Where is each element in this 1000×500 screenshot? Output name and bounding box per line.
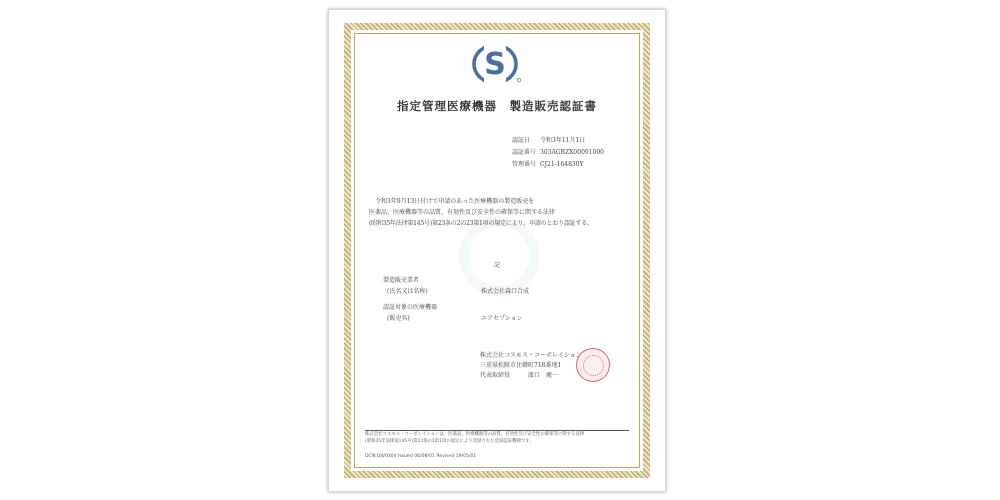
certificate-document	[328, 9, 666, 492]
footer-line-2: (昭和35年法律第145号)第23条の2第1項の規定により登録された登録認証機関です。	[365, 438, 534, 444]
footer-divider	[365, 430, 629, 431]
body-line: 医薬品、医療機器等の品質、有効性及び安全性の確保等に関する法律	[369, 209, 556, 216]
certificate-body	[369, 197, 639, 229]
device-label: 認証対象の医療機器	[383, 304, 438, 311]
document-code: DCN:Q4/0304 Issued 06/08/01 Revised 19/05/01	[365, 454, 477, 459]
reference-value: 令和3年11月1日	[540, 137, 586, 144]
reference-row-date	[512, 136, 585, 146]
footer-note	[365, 432, 584, 445]
company-seal-icon	[576, 348, 610, 382]
holder-value: 株式会社森口合成	[481, 288, 530, 295]
reference-row-control	[512, 160, 584, 170]
logo-letter: S	[484, 47, 506, 82]
reference-label: 認証日	[512, 137, 531, 144]
issuer-name: 株式会社コスモス・コーポレイション	[480, 352, 582, 359]
holder-sublabel: (氏名又は名称)	[387, 288, 428, 295]
device-sublabel: (販売名)	[387, 315, 410, 322]
reference-label: 認証番号	[512, 149, 537, 156]
issuer-block	[480, 351, 582, 381]
reference-value: CJ21-164830Y	[540, 161, 584, 168]
body-line: 令和3年9月13日付けで申請のあった医療機器の製造販売を	[375, 198, 535, 205]
certificate-title: 指定管理医療機器 製造販売認証書	[397, 99, 597, 113]
reference-label: 管理番号	[512, 161, 537, 168]
device-value: エアセプション	[481, 315, 523, 322]
footer-line-1: 株式会社コスモス・コーポレイションは、医薬品、医療機器等の品質、有効性及び安全性の確保等に関する法律	[365, 432, 585, 437]
issuer-representative: 代表取締役 濱口 慶一	[480, 372, 559, 379]
reference-row-number	[512, 148, 604, 158]
issuer-address: 三重県松阪市住郷町718番地1	[480, 362, 562, 369]
center-mark: 記	[493, 262, 500, 269]
reference-value: 303AGBZX00091000	[540, 149, 604, 156]
holder-label: 製造販売業者	[383, 277, 420, 284]
body-line: (昭和35年法律第145号)第23条の2の23第1項の規定により、申請のとおり認証する。	[369, 220, 593, 227]
certification-logo-icon	[469, 40, 525, 88]
